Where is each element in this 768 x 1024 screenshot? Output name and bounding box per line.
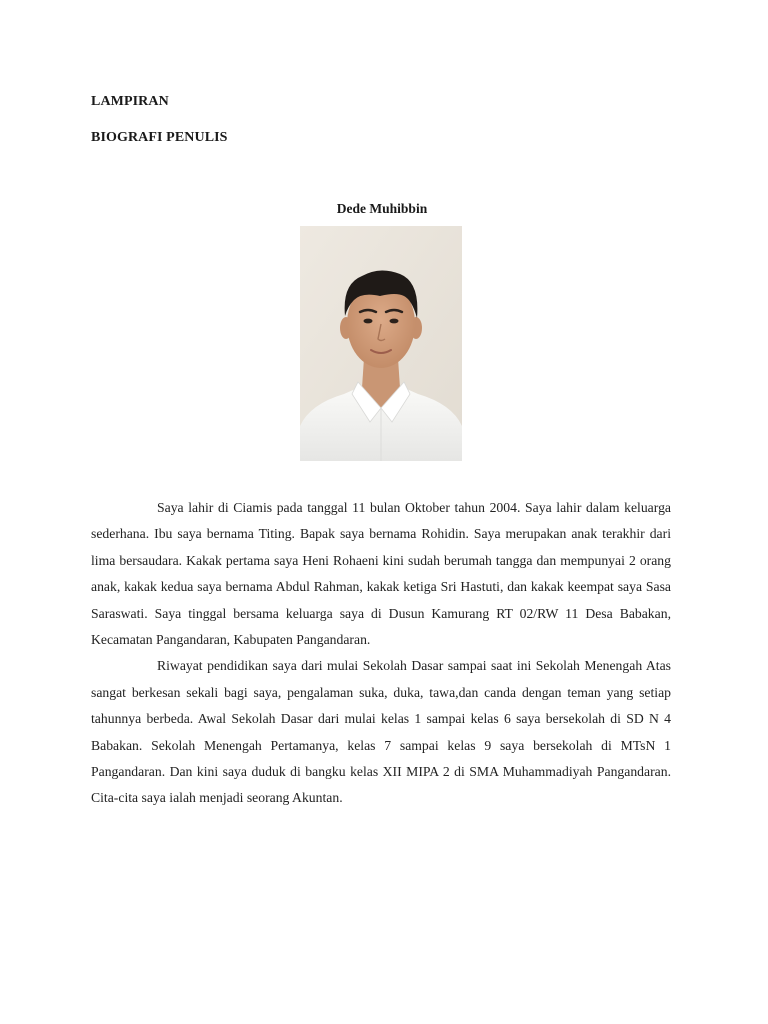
author-name: Dede Muhibbin bbox=[336, 201, 428, 216]
subtitle: BIOGRAFI PENULIS bbox=[91, 130, 228, 145]
biography-body bbox=[91, 495, 671, 812]
paragraph-family: Saya lahir di Ciamis pada tanggal 11 bulan Oktober tahun 2004. Saya lahir dalam keluarga sederhana. Ibu saya bernama Titing. Bapak saya bernama Rohidin. Saya merupakan anak terakhir dari lima bersaudara. Kakak pertama saya Heni Rohaeni kini sudah berumah tangga dan mempunyai 2 orang anak, kakak kedua saya bernama Abdul Rahman, kakak ketiga Sri Hastuti, dan kakak keempat saya Sasa Saraswati. Saya tinggal bersama keluarga saya di Dusun Kamurang RT 02/RW 11 Desa Babakan, Kecamatan Pangandaran, Kabupaten Pangandaran. bbox=[91, 500, 671, 648]
author-photo bbox=[300, 226, 462, 461]
paragraph-education: Riwayat pendidikan saya dari mulai Sekolah Dasar sampai saat ini Sekolah Menengah Atas sangat berkesan sekali bagi saya, pengalaman suka, duka, tawa,dan canda dengan teman yang setiap tahunnya berbeda. Awal Sekolah Dasar dari mulai kelas 1 sampai kelas 6 saya bersekolah di SD N 4 Babakan. Sekolah Menengah Pertamanya, kelas 7 sampai kelas 9 saya bersekolah di MTsN 1 Pangandaran. Dan kini saya duduk di bangku kelas XII MIPA 2 di SMA Muhammadiyah Pangandaran. Cita-cita saya ialah menjadi seorang Akuntan. bbox=[91, 658, 671, 806]
section-title: LAMPIRAN bbox=[91, 94, 169, 109]
